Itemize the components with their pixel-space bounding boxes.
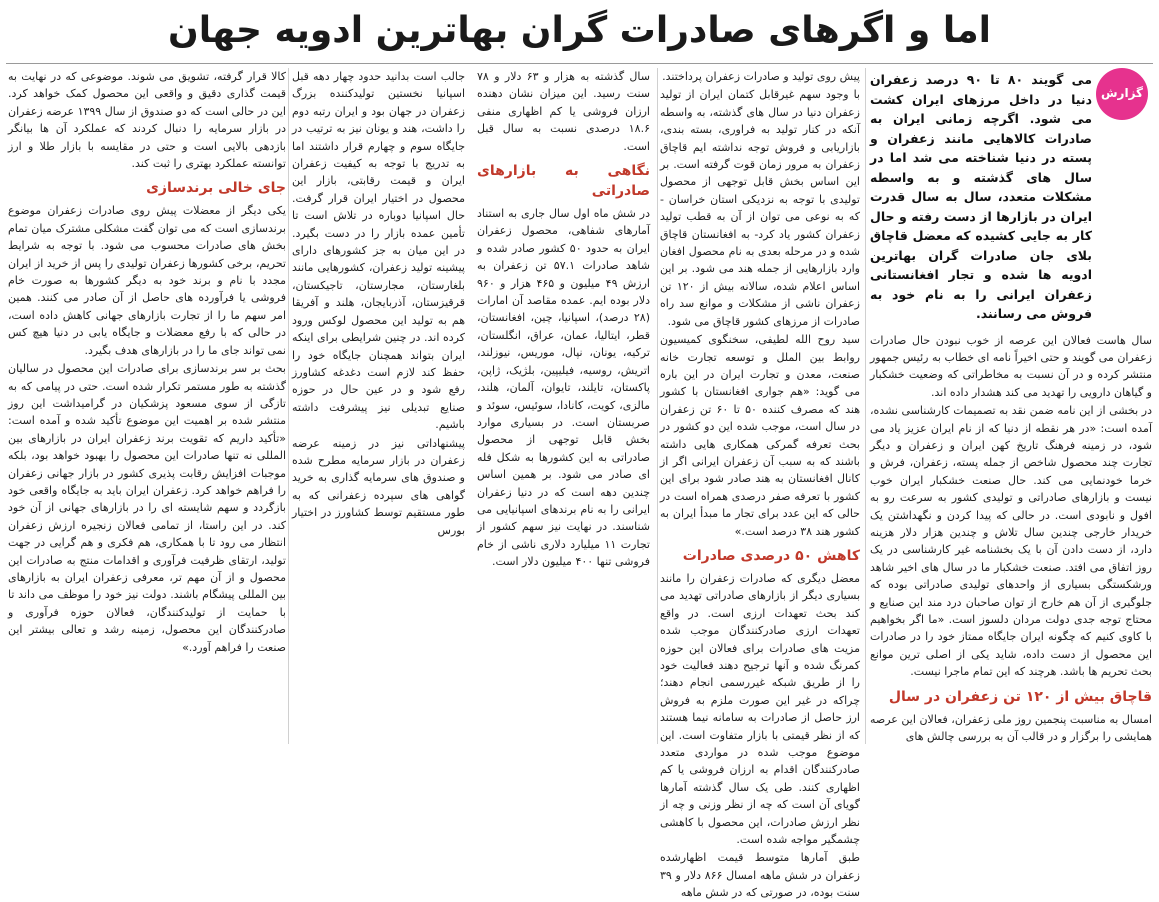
col3-paragraph: پیشنهاداتی نیز در زمینه عرضه زعفران در بازار سرمایه مطرح شده و صندوق های سرمایه گذاری به خرید گواهی های سپرده زعفرانی که به طور مستقیم توسط کشاورز در اختیار بورس <box>292 436 465 537</box>
subheading-smuggling: قاچاق بیش از ۱۲۰ تن زعفران در سال <box>888 688 1152 705</box>
lead-paragraph: می گویند ۸۰ تا ۹۰ درصد زعفران دنیا در داخل مرزهای ایران کشت می شود. اگرچه زمانی ایران به صادرات کالاهایی مانند زعفران و پسته در دنیا شناخته می شد اما در سال های گذشته و به واسطه مشکلات متعدد، سال به سال قدرت ایران در بازارها از دست رفته و حال کار به جایی کشیده که معضل قاچاق بلای جان صادرات گران بهاترین ادویه ها شده و تجار افغانستانی زعفران ایرانی را به نام خود به فروش می رسانند. <box>870 72 1093 321</box>
column-3 <box>292 68 650 744</box>
col5-paragraph: بحث بر سر برندسازی برای صادرات این محصول در سالیان گذشته به طور مستمر تکرار شده است. حتی در پیامی که به تازگی از سوی مسعود پزشکیان در گرامیداشت این روز منتشر شده بر اهمیت این موضوع تأکید شده و آمده است: «تأکید داریم که تقویت برند زعفران ایران در بازارهای بین المللی نه تنها صادرات این محصول را بهبود خواهد بود، بلکه موجبات افزایش رقابت پذیری کشور در بازار جهانی زعفران را فراهم خواهد کرد. زعفران ایران باید به جایگاه واقعی خود بازگردد و سهم شایسته ای را در بازارهای جهانی از آن خود کند. در این راستا، از تمامی فعالان زنجیره ارزش زعفران انتظار می رود تا با همکاری، هم فکری و هم گرایی در جهت تولید، ارتقای ظرفیت فرآوری و اقدامات منتج به صادرات این محصول و از آن مهم تر، معرفی زعفران ایران به بازارهای بین المللی پیشگام باشند. دولت نیز خود را موظف می داند تا با حمایت از تولیدکنندگان، فعالان حوزه فرآوری و صادرکنندگان این محصول، زمینه رشد و تعالی بیشتر این صنعت را فراهم آورد.» <box>8 362 286 654</box>
col2-paragraph: معضل دیگری که صادرات زعفران را مانند بسیاری دیگر از بازارهای صادراتی تهدید می کند بحث تعهدات ارزی است. در واقع تعهدات ارزی صادرکنندگان موجب شده مزیت های صادرات برای فعالان این حوزه کمرنگ شده و آنها ترجیح دهند فعالیت خود را از طریق شبکه غیررسمی انجام دهند؛ چراکه در غیر این صورت ملزم به فروش ارز حاصل از صادرات به سامانه نیما هستند که از نظر قیمتی با بازار متفاوت است. این موضوع موجب شده در مواردی متعدد صادرکنندگان اقدام به ارزان فروشی یا کم اظهاری کنند. طی یک سال گذشته آمارها گویای آن است که چه از نظر وزنی و چه از نظر ارزش صادرات، این محصول با کاهشی چشمگیر مواجه شده است. <box>660 571 860 847</box>
col3-paragraph: در شش ماه اول سال جاری به استناد آمارهای شفاهی، محصول زعفران ایران به حدود ۵۰ کشور صادر شده و شاهد صادرات ۵۷.۱ تن زعفران به ارزش ۴۹ میلیون و ۴۶۵ هزار و ۹۶۰ دلار بوده ایم. عمده مقاصد آن امارات (۲۸ درصد)، اسپانیا، چین، افغانستان، قطر، ایتالیا، عمان، عراق، انگلستان، ترکیه، یونان، نپال، موریس، نیوزلند، اتریش، روسیه، فیلیپین، بلژیک، ژاپن، پاکستان، تایلند، تایوان، آلمان، هلند، مالزی، کویت، کانادا، سوئیس، سوئد و صربستان است. در بسیاری موارد بخش قابل توجهی از محصول صادراتی به این کشورها به شکل فله ای صادر می شود. بر همین اساس چندین دهه است که در دنیا زعفران ایرانی را به نام برندهای اسپانیایی می شناسند. در نهایت نیز سهم کشور از تجارت ۱۱ میلیارد دلاری ناشی از خام فروشی تنها ۴۰۰ میلیون دلار است. <box>477 207 650 569</box>
col2-paragraph: سید روح الله لطیفی، سخنگوی کمیسیون روابط بین الملل و توسعه تجارت خانه صنعت، معدن و تجارت ایران در این باره می گوید: «هم جواری افغانستان با کشور هند که مصرف کننده ۵۰ تا ۶۰ تن زعفران در سال است، موجب شده این دو کشور در بحث تعرفه گمرکی همکاری هایی داشته باشند که به سبب آن زعفران ایرانی اگر از کانال افغانستان به هند صادر شود برای این کشور با تعرفه صفر درصدی همراه است در حالی که این عدد برای تجار ما مبدأ ایران به کشور هند ۳۸ درصد است.» <box>660 333 860 538</box>
col2-paragraph: طبق آمارها متوسط قیمت اظهارشده زعفران در شش ماهه امسال ۸۶۶ دلار و ۳۹ سنت بوده، در صورتی که در شش ماهه <box>660 851 860 900</box>
col1-paragraph: سال هاست فعالان این عرصه از خوب نبودن حال صادرات زعفران می گویند و حتی اخیراً نامه ای خطاب به رئیس جمهور منتشر کرده و در آن نسبت به مخاطراتی که وضعیت خشکبار و گیاهان دارویی را تهدید می کند هشدار داده اند. <box>870 333 1152 399</box>
column-1 <box>870 68 1152 746</box>
column-divider <box>865 68 866 744</box>
subheading-export-markets: نگاهی به بازارهای صادراتی <box>477 163 650 200</box>
col5-paragraph: یکی دیگر از معضلات پیش روی صادرات زعفران موضوع برندسازی است که می توان گفت مشکلی مشترک میان تمام بخش های صادرات محسوب می شود. با توجه به شرایط تحریم، برخی کشورها زعفران تولیدی را پس از خرید از ایران مجدد با نام و برند خود به دیگر کشورها به صورت خام فروشی یا فرآورده های حاصل از آن صادر می کنند. همین امر سهم ما را از تجارت بازارهای جهانی کاهش داده است، در حالی که با رفع معضلات و جایگاه یابی در دنیا هیچ کس نمی تواند جای ما را در بازارهای هدف بگیرد. <box>8 204 286 357</box>
subheading-decline: کاهش ۵۰ درصدی صادرات <box>682 547 860 564</box>
headline: اما و اگرهای صادرات گران بهاترین ادویه جهان <box>168 10 991 51</box>
col3-paragraph: سال گذشته به هزار و ۶۳ دلار و ۷۸ سنت رسید. این میزان نشان دهنده ارزان فروشی یا کم اظهاری منفی ۱۸.۶ درصدی نسبت به سال قبل است. <box>477 70 650 153</box>
headline-rule <box>6 63 1153 64</box>
report-badge: گزارش <box>1096 68 1148 120</box>
col5-paragraph: کالا قرار گرفته، تشویق می شوند. موضوعی که در نهایت به قیمت گذاری دقیق و واقعی این محصول کمک خواهد کرد. این در حالی است که دو صندوق از سال ۱۳۹۹ عرضه زعفران در بازار سرمایه را دنبال کردند که عملکرد آن ها بیانگر بازدهی بالایی است و حتی در مقایسه با بازار طلا و ارز توانسته عملکرد بهتری را ثبت کند. <box>8 70 286 171</box>
col3-paragraph: جالب است بدانید حدود چهار دهه قبل اسپانیا نخستین تولیدکننده بزرگ زعفران در جهان بود و ایران رتبه دوم را داشت، هند و یونان نیز به ترتیب در جایگاه سوم و چهارم قرار داشتند اما به تدریج با توجه به کیفیت زعفران ایران و قیمت رقابتی، بازار این محصول در اختیار ایران قرار گرفت. حال اسپانیا دوباره در تلاش است تا تأمین عمده بازار را در دست بگیرد. در این میان به جز کشورهای دارای پیشینه تولید زعفران، کشورهایی مانند بلغارستان، مجارستان، تاجیکستان، قرقیزستان، آذربایجان، هلند و آفریقا هم به تولید این محصول لوکس ورود کرده اند. در چنین شرایطی برای اینکه ایران بتواند همچنان جایگاه خود را حفظ کند لازم است دغدغه کشاورز رفع شود و در عین حال در حوزه صنایع تبدیلی نیز پیشرفت داشته باشیم. <box>292 70 465 432</box>
subheading-branding: جای خالی برندسازی <box>146 180 286 197</box>
col1-paragraph: در بخشی از این نامه ضمن نقد به تصمیمات کارشناسی نشده، آمده است: «در هر نقطه از دنیا که از نام ایران عزیز یاد می شود، در زمینه فرهنگ تاریخ کهن ایران و زعفران و دیگر تجارت چند محصول شاخص از جمله پسته، زعفران، فرش و خرما خودنمایی می کند. حال صنعت خشکبار ایران خوب نیست و بازارهای صادراتی و تولیدی کشور به سرعت رو به افول و نابودی است. در حالی که پیدا کردن و نگهداشتن یک خریدار خارجی چندین سال تلاش و چندین هزار دلار هزینه دارد، از دست دادن آن با یک بخشنامه غیر کارشناسی در یک روز اتفاق می افتد. صنعت خشکبار ما در سال های اخیر شاهد ورشکستگی بسیاری از واحدهای تولیدی صادراتی بوده که جلوگیری از آن هم خارج از توان صاحبان درد مند این صنایع و محتاج توجه جدی دولت مردان دلسوز است. «ما اگر بخواهیم با کاوی کنیم که چگونه ایران جایگاه ممتاز خود را در صادرات این محصول از دست داده، شاید یکی از اصلی ترین موانع بحث تحریم ها باشد. هرچند که این تمام ماجرا نیست. <box>870 404 1152 679</box>
column-2 <box>660 68 861 900</box>
col1-paragraph: امسال به مناسبت پنجمین روز ملی زعفران، فعالان این عرصه همایشی را برگزار و در قالب آن به بررسی چالش های <box>870 712 1152 744</box>
column-divider <box>657 68 658 744</box>
column-5 <box>8 68 286 744</box>
column-divider <box>288 68 289 744</box>
col2-paragraph: پیش روی تولید و صادرات زعفران پرداختند. <box>662 70 860 83</box>
col2-paragraph: با وجود سهم غیرقابل کتمان ایران از تولید زعفران دنیا در سال های گذشته، به واسطه آنکه در کنار تولید به فراوری، بسته بندی، بازاریابی و فروش توجه نداشته ایم قاچاق زعفران به مرور زمان قوت گرفته است. بر این اساس بخش قابل توجهی از محصول تولیدی با توجه به نزدیکی استان خراسان - که به نوعی می توان از آن به قطب تولید زعفران کشور یاد کرد- به افغانستان قاچاق شده و در مرحله بعدی به نام محصول افغان وارد بازارهایی از جمله هند می شود. بر این اساس اعلام شده، سالانه بیش از ۱۲۰ تن زعفران ناشی از مشکلات و موانع سد راه صادرات از مرزهای کشور قاچاق می شود. <box>660 88 861 328</box>
